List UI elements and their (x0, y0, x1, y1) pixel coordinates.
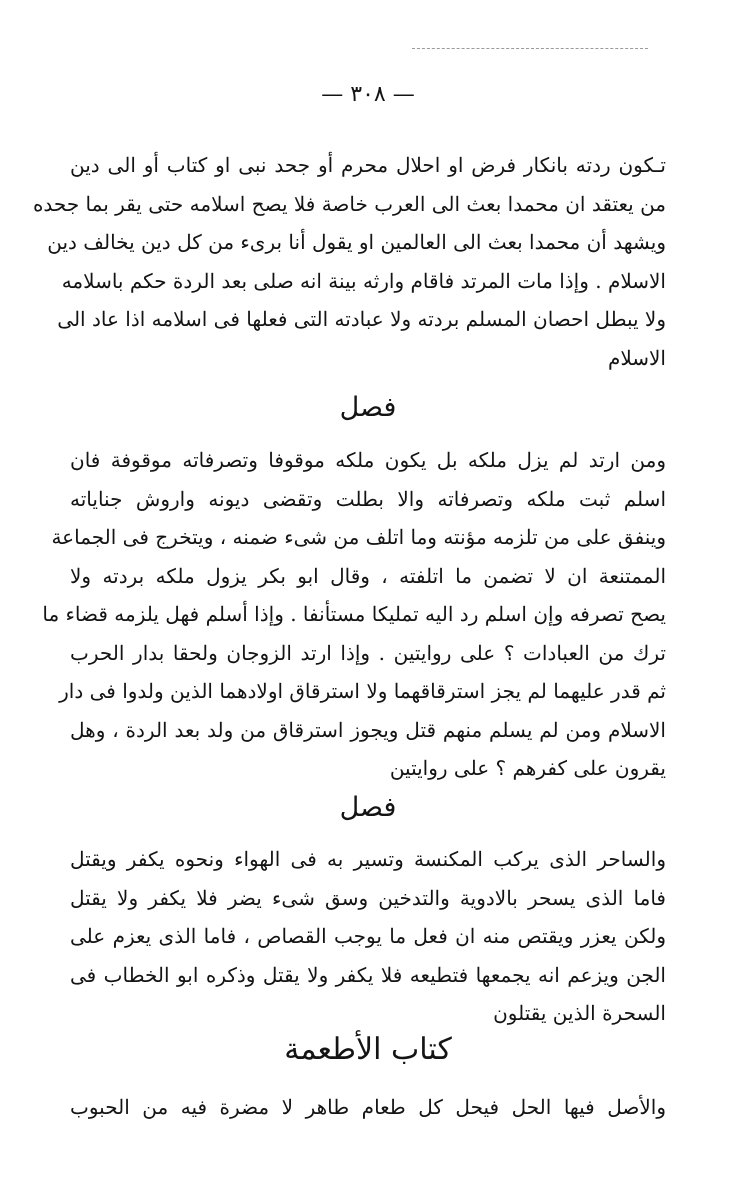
text-line: تـكون ردته بانكار فرض او احلال محرم أو جحد نبى او كتاب أو الى دين (70, 153, 666, 177)
text-line: ولكن يعزر ويقتص منه ان فعل ما يوجب القصاص ، فاما الذى يعزم على (70, 924, 666, 948)
text-line: ومن ارتد لم يزل ملكه بل يكون ملكه موقوفا وتصرفاته موقوفة فان (70, 448, 666, 472)
text-line: والأصل فيها الحل فيحل كل طعام طاهر لا مضرة فيه من الحبوب (70, 1095, 666, 1119)
text-line: الاسلام (607, 345, 666, 370)
paragraph-sorcerer (70, 840, 666, 1033)
book-heading-foods: كتاب الأطعمة (284, 1032, 452, 1067)
text-line: الاسلام ومن لم يسلم منهم قتل ويجوز استرقاق من ولد بعد الردة ، وهل (70, 717, 666, 742)
text-line: ثم قدر عليهما لم يجز استرقاقهما ولا استرقاق اولادهما الذين ولدوا فى دار (59, 679, 666, 703)
text-line: ولا يبطل احصان المسلم بردته ولا عبادته التى فعلها فى اسلامه اذا عاد الى (57, 307, 666, 331)
text-line: الممتنعة ان لا تضمن ما اتلفته ، وقال ابو بكر يزول ملكه بردته ولا (70, 563, 666, 588)
text-line: الاسلام . وإذا مات المرتد فاقام وارثه بينة انه صلى بعد الردة حكم باسلامه (61, 268, 666, 293)
paragraph-apostate-property (42, 441, 666, 788)
text-line: اسلم ثبت ملكه وتصرفاته والا بطلت وتقضى ديونه واروش جناياته (70, 486, 666, 511)
text-line: الجن ويزعم انه يجمعها فتطيعه فلا يكفر ولا يقتل وذكره ابو الخطاب فى (70, 962, 666, 987)
section-heading-fasl-1: فصل (339, 392, 397, 423)
paragraph-foods (70, 1088, 666, 1127)
text-line: يقرون على كفرهم ؟ على روايتين (389, 756, 666, 780)
text-line: ويشهد أن محمدا بعث الى العالمين او يقول أنا برىء من كل دين يخالف دين (47, 230, 666, 254)
text-line: ترك من العبادات ؟ على روايتين . وإذا ارتد الزوجان ولحقا بدار الحرب (70, 640, 666, 665)
text-line: السحرة الذين يقتلون (493, 1001, 666, 1025)
top-rule (412, 48, 648, 49)
text-line: من يعتقد ان محمدا بعث الى العرب خاصة فلا يصح اسلامه حتى يقر بما جحده (32, 191, 666, 216)
page-number: — ٣٠٨ — (321, 82, 415, 107)
text-line: فاما الذى يسحر بالادوية والتدخين وسق شىء يضر فلا يكفر ولا يقتل (70, 885, 666, 910)
text-line: يصح تصرفه وإن اسلم رد اليه تمليكا مستأنفا . وإذا أسلم فهل يلزمه قضاء ما (42, 602, 666, 626)
text-line: والساحر الذى يركب المكنسة وتسير به فى الهواء ونحوه يكفر ويقتل (70, 847, 666, 871)
paragraph-apostasy-conditions (32, 146, 666, 377)
text-line: وينفق على من تلزمه مؤنته وما اتلف من شىء ضمنه ، ويتخرج فى الجماعة (51, 525, 666, 549)
section-heading-fasl-2: فصل (339, 792, 397, 823)
